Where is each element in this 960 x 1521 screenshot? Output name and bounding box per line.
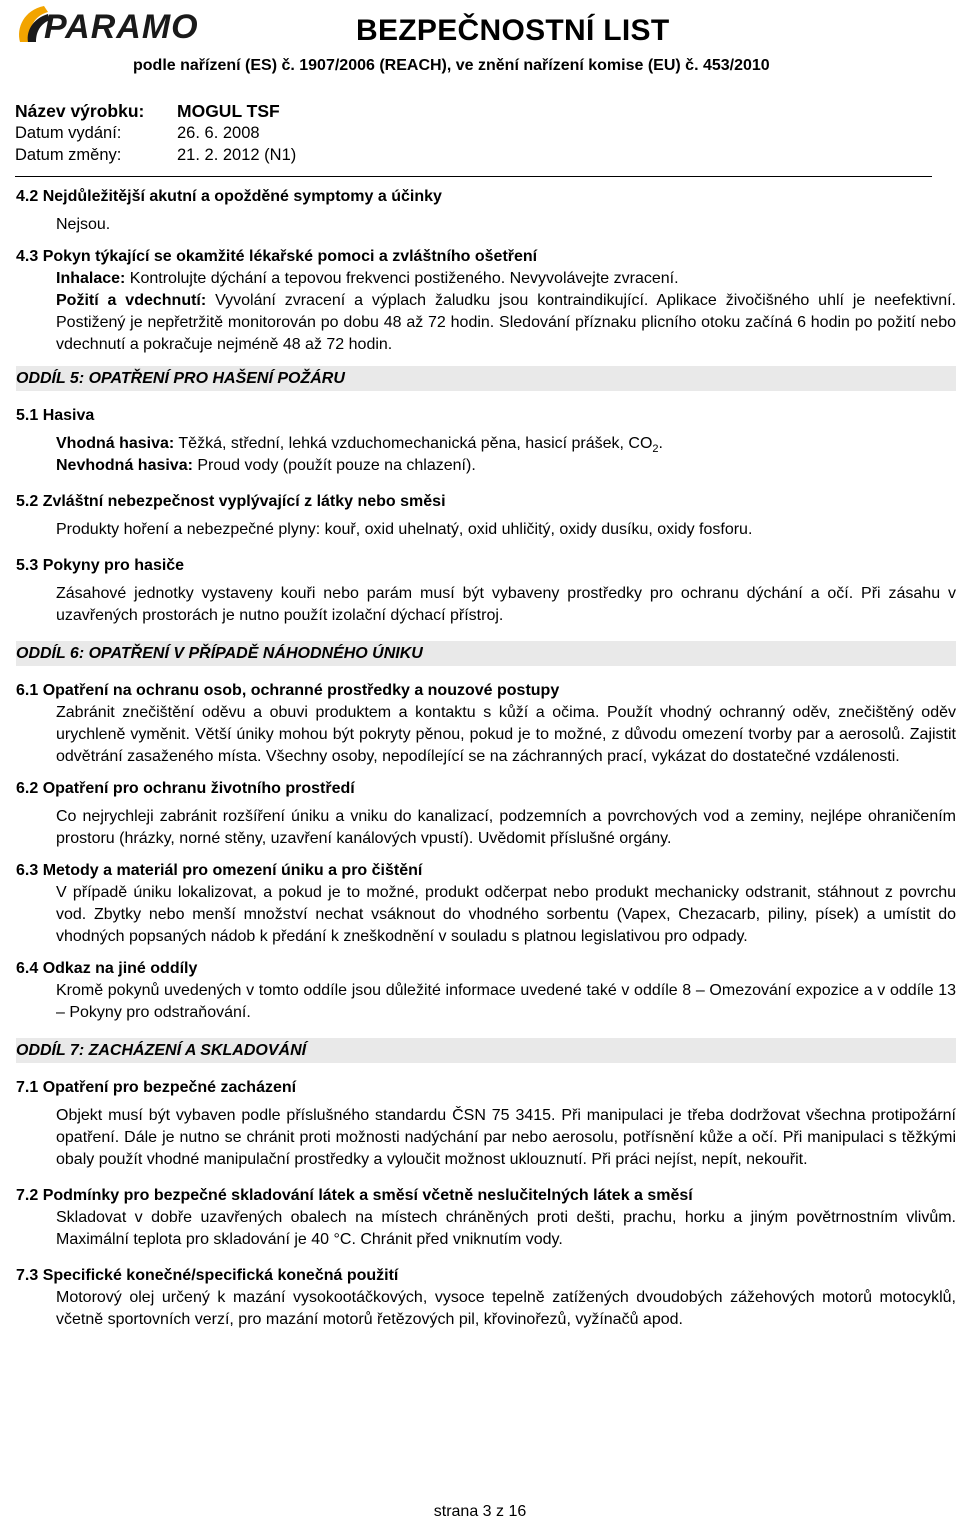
text-5-1-suitable (16, 433, 956, 455)
document-meta (15, 100, 296, 166)
paramo-logo (14, 2, 204, 46)
heading-7-2: 7.2 Podmínky pro bezpečné skladování látek a směsí včetně neslučitelných látek a směsí (16, 1187, 693, 1204)
text-4-2: Nejsou. (56, 216, 111, 233)
section-6-title: ODDÍL 6: OPATŘENÍ V PŘÍPADĚ NÁHODNÉHO ÚNIKU (16, 641, 956, 666)
document-body (16, 186, 956, 1331)
product-row (15, 100, 296, 122)
document-title: BEZPEČNOSTNÍ LIST (356, 14, 670, 47)
heading-6-4: 6.4 Odkaz na jiné oddíly (16, 960, 198, 977)
text-5-3: Zásahové jednotky vystaveny kouři nebo parám musí být vybaveny prostředky pro ochranu dýchání a očí. Při zásahu v uzavřených prostorách je nutno použít izolační dýchací přístroj. (56, 585, 956, 624)
text-5-2: Produkty hoření a nebezpečné plyny: kouř, oxid uhelnatý, oxid uhličitý, oxidy dusíku, oxidy fosforu. (56, 521, 753, 538)
unsuitable-text: Proud vody (použít pouze na chlazení). (192, 457, 476, 474)
text-6-2: Co nejrychleji zabránit rozšíření úniku a vniku do kanalizací, podzemních a povrchových vod a zeminy, nejlépe ohraničením prostoru (hrázky, norné stěny, uzavření kanálových vpustí). Uvědomit příslušné orgány. (56, 808, 956, 847)
suitable-label: Vhodná hasiva: (56, 435, 175, 452)
heading-5-1: 5.1 Hasiva (16, 407, 95, 424)
issue-date-row (15, 122, 296, 144)
inhalation-label: Inhalace: (56, 270, 126, 287)
change-date-row (15, 144, 296, 166)
unsuitable-label: Nevhodná hasiva: (56, 457, 193, 474)
heading-5-2: 5.2 Zvláštní nebezpečnost vyplývající z látky nebo směsi (16, 493, 446, 510)
text-6-4: Kromě pokynů uvedených v tomto oddíle jsou důležité informace uvedené také v oddíle 8 – Omezování expozice a v oddíle 13 – Pokyny pro odstraňování. (56, 982, 956, 1021)
text-7-3: Motorový olej určený k mazání vysokootáčkových, vysoce tepelně zatížených dvoudobých zážehových motorů motocyklů, včetně sportovních verzí, pro mazání motorů řetězových pil, křovinořezů, vyžínačů apod. (56, 1289, 956, 1328)
heading-4-3: 4.3 Pokyn týkající se okamžité lékařské pomoci a zvláštního ošetření (16, 248, 538, 265)
section-7-title: ODDÍL 7: ZACHÁZENÍ A SKLADOVÁNÍ (16, 1038, 956, 1063)
heading-7-1: 7.1 Opatření pro bezpečné zacházení (16, 1079, 297, 1096)
heading-6-1: 6.1 Opatření na ochranu osob, ochranné prostředky a nouzové postupy (16, 682, 560, 699)
product-value: MOGUL TSF (177, 101, 280, 121)
heading-4-2: 4.2 Nejdůležitější akutní a opožděné symptomy a účinky (16, 188, 442, 205)
inhalation-text: Kontrolujte dýchání a tepovou frekvenci postiženého. Nevyvolávejte zvracení. (125, 270, 679, 287)
change-date-label: Datum změny: (15, 146, 122, 164)
text-6-1: Zabránit znečištění oděvu a obuvi produktem a kontaktu s kůží a očima. Použít vhodný ochranný oděv, znečištěný oděv urychleně vyměnit. Větší úniky mohou být pokryty pěnou, pokud je to možné, z důvodu omezení tvorby par a aerosolů. Zajistit odvětrání zasaženého místa. Všechny osoby, nepodílející se na záchranných prací, vykázat do dostatečné vzdálenosti. (56, 704, 956, 765)
section-5-title: ODDÍL 5: OPATŘENÍ PRO HAŠENÍ POŽÁRU (16, 366, 956, 391)
heading-7-3: 7.3 Specifické konečné/specifická konečná použití (16, 1267, 399, 1284)
heading-6-3: 6.3 Metody a materiál pro omezení úniku a pro čištění (16, 862, 423, 879)
text-7-2: Skladovat v dobře uzavřených obalech na místech chráněných proti dešti, prachu, horku a jiným povětrnostním vlivům. Maximální teplota pro skladování je 40 °C. Chránit před vniknutím vody. (56, 1209, 956, 1248)
ingestion-label: Požití a vdechnutí: (56, 292, 207, 309)
svg-text:PARAMO: PARAMO (44, 8, 199, 46)
page-number: strana 3 z 16 (433, 1503, 527, 1520)
change-date-value: 21. 2. 2012 (N1) (177, 146, 297, 164)
suitable-end: . (658, 435, 663, 452)
suitable-subscript: 2 (652, 443, 659, 456)
text-6-3: V případě úniku lokalizovat, a pokud je to možné, produkt odčerpat nebo produkt mechanicky odstranit, stáhnout z povrchu vod. Zbytky nebo menší množství nechat vsáknout do vhodného sorbentu (Vapex, Chezacarb, piliny, písek) a umístit do vhodných popsaných nádob k předání k zneškodnění v souladu s platnou legislativou pro odpady. (56, 884, 956, 945)
document-subtitle: podle nařízení (ES) č. 1907/2006 (REACH), ve znění nařízení komise (EU) č. 453/2010 (133, 57, 770, 74)
text-4-3-inhalation (16, 268, 956, 290)
suitable-text: Těžká, střední, lehká vzduchomechanická pěna, hasicí prášek, CO (174, 435, 653, 452)
heading-6-2: 6.2 Opatření pro ochranu životního prostředí (16, 780, 355, 797)
text-7-1: Objekt musí být vybaven podle příslušného standardu ČSN 75 3415. Při manipulaci je třeba dodržovat všechna protipožární opatření. Dále je nutno se chránit proti možnosti nadýchání par nebo aerosolu, potřísnění kůže a očí. Při manipulaci s těžkými obaly použít vhodné manipulační prostředky a vyloučit možnost uklouznutí. Při práci nejíst, nepít, nekouřit. (56, 1107, 956, 1168)
text-4-3-ingestion (16, 290, 956, 356)
heading-5-3: 5.3 Pokyny pro hasiče (16, 557, 185, 574)
text-5-1-unsuitable (16, 455, 956, 477)
header-divider (15, 176, 932, 177)
product-label: Název výrobku: (15, 101, 145, 121)
issue-date-label: Datum vydání: (15, 124, 122, 142)
issue-date-value: 26. 6. 2008 (177, 124, 260, 142)
ingestion-text: Vyvolání zvracení a výplach žaludku jsou kontraindikující. Aplikace živočišného uhlí je neefektivní. Postižený je nepřetržitě monitorován po dobu 48 až 72 hodin. Sledování příznaku plicního otoku začíná 6 hodin po požití nebo vdechnutí a pokračuje nejméně 48 až 72 hodin. (56, 292, 957, 353)
